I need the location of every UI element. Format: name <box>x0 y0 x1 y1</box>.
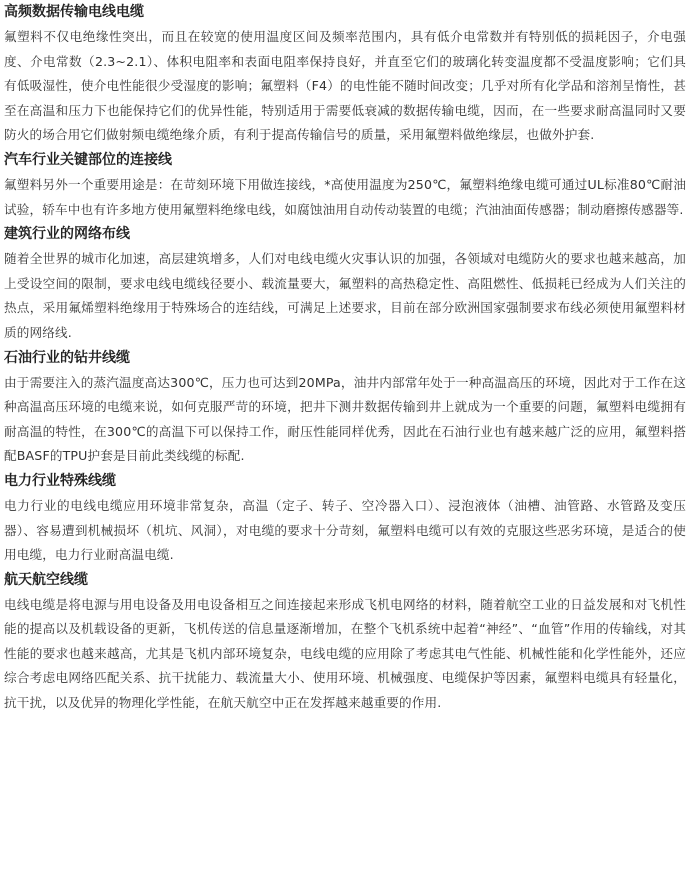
section-body: 氟塑料另外一个重要用途是：在苛刻环境下用做连接线，*高使用温度为250℃，氟塑料绝缘电缆可通过UL标准80℃耐油试验，轿车中也有许多地方使用氟塑料绝缘电线，如腐蚀油用自动传动装置的电缆；汽油油面传感器；制动磨擦传感器等. <box>4 176 686 217</box>
section-body: 随着全世界的城市化加速，高层建筑增多，人们对电线电缆火灾事认识的加强，各领域对电缆防火的要求也越来越高，加上受设空间的限制，要求电线电缆线径要小、载流量要大，氟塑料的高热稳定性、高阻燃性、低损耗已经成为人们关注的热点，采用氟烯塑料绝缘用于特殊场合的连结线，可满足上述要求，目前在部分欧洲国家强制要求布线必须使用氟塑料材质的网络线. <box>4 251 686 340</box>
section-automotive-cable <box>4 148 686 222</box>
section-heading: 航天航空线缆 <box>4 571 88 588</box>
section-heading: 汽车行业关键部位的连接线 <box>4 151 172 168</box>
section-oil-drilling-cable <box>4 346 686 469</box>
section-aerospace-cable <box>4 568 686 716</box>
section-building-network-cable <box>4 222 686 345</box>
section-body: 电力行业的电线电缆应用环境非常复杂，高温（定子、转子、空冷器入口）、浸泡液体（油槽、油管路、水管路及变压器）、容易遭到机械损坏（机坑、风洞），对电缆的要求十分苛刻，氟塑料电缆可以有效的克服这些恶劣环境，是适合的使用电缆，电力行业耐高温电缆. <box>4 497 686 563</box>
section-body: 氟塑料不仅电绝缘性突出，而且在较宽的使用温度区间及频率范围内，具有低介电常数并有特别低的损耗因子，介电强度、介电常数（2.3~2.1）、体积电阻率和表面电阻率保持良好，并直至它们的玻璃化转变温度都不受温度影响；它们具有低吸湿性，使介电性能很少受湿度的影响；氟塑料（F4）的电性能不随时间改变；几乎对所有化学品和溶剂呈惰性，甚至在高温和压力下也能保持它们的优异性能，特别适用于需要低衰减的数据传输电缆，因而，在一些要求耐高温同时又要防火的场合用它们做射频电缆绝缘介质，有利于提高传输信号的质量，采用氟塑料做绝缘层，也做外护套. <box>4 29 686 143</box>
section-body: 由于需要注入的蒸汽温度高达300℃，压力也可达到20MPa，油井内部常年处于一种高温高压的环境，因此对于工作在这种高温高压环境的电缆来说，如何克服严苛的环境，把井下测井数据传输到井上就成为一个重要的问题，氟塑料电缆拥有耐高温的特性，在300℃的高温下可以保持工作，耐压性能同样优秀，因此在石油行业也有越来越广泛的应用，氟塑料搭配BASF的TPU护套是目前此类线缆的标配. <box>4 374 686 464</box>
section-heading: 建筑行业的网络布线 <box>4 226 130 243</box>
section-high-frequency-cable <box>4 0 686 148</box>
section-heading: 石油行业的钻井线缆 <box>4 349 130 366</box>
section-heading: 高频数据传输电线电缆 <box>4 4 144 20</box>
section-heading: 电力行业特殊线缆 <box>4 472 116 489</box>
section-body: 电线电缆是将电源与用电设备及用电设备相互之间连接起来形成飞机电网络的材料，随着航空工业的日益发展和对飞机性能的提高以及机载设备的更新，飞机传送的信息量逐渐增加，在整个飞机系统中起着“神经”、“血管”作用的传输线，对其性能的要求也越来越高，尤其是飞机内部环境复杂，电线电缆的应用除了考虑其电气性能、机械性能和化学性能外，还应综合考虑电网络匹配关系、抗干扰能力、载流量大小、使用环境、机械强度、电缆保护等因素，氟塑料电缆具有轻量化，抗干扰，以及优异的物理化学性能，在航天航空中正在发挥越来越重要的作用. <box>4 596 686 711</box>
section-power-industry-cable <box>4 469 686 568</box>
